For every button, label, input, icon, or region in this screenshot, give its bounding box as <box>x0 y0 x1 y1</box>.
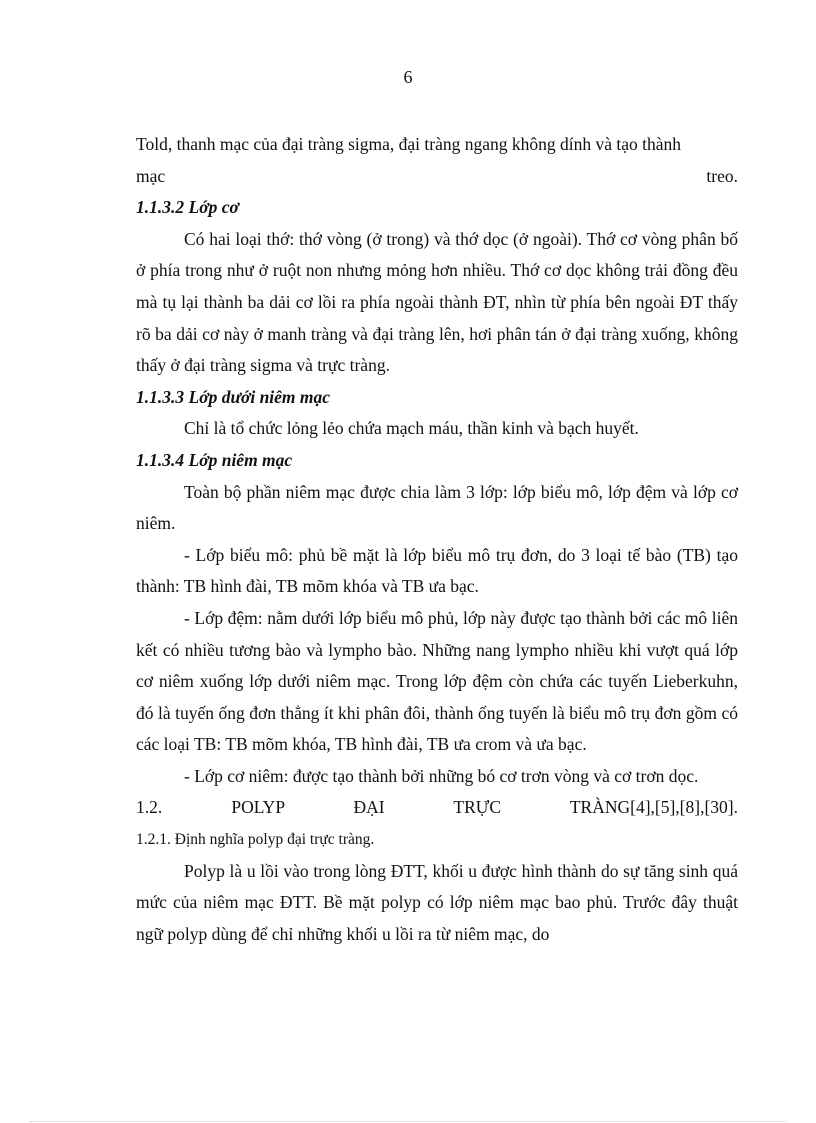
paragraph-continuation-end: mạc treo. <box>136 165 738 186</box>
paragraph-continuation: Told, thanh mạc của đại tràng sigma, đại tràng ngang không dính và tạo thành <box>136 134 682 154</box>
section-heading-1-1-3-2: 1.1.3.2 Lớp cơ <box>136 197 239 218</box>
document-body <box>136 129 738 950</box>
section-heading-1-2-1: 1.2.1. Định nghĩa polyp đại trực tràng. <box>136 831 375 849</box>
paragraph-lop-dem: - Lớp đệm: nằm dưới lớp biểu mô phủ, lớp này được tạo thành bởi các mô liên kết có nhiều tương bào và lympho bào. Những nang lympho nhiều khi vượt quá lớp cơ niêm xuống lớp dưới niêm mạc. Trong lớp đệm còn chứa các tuyến Lieberkuhn, đó là tuyến ống đơn thẳng ít khi phân đôi, thành ống tuyến là biểu mô trụ đơn gồm có các loại TB: TB mõm khóa, TB hình đài, TB ưa crom và ưa bạc. <box>136 607 738 755</box>
paragraph-co-niem: - Lớp cơ niêm: được tạo thành bởi những bó cơ trơn vòng và cơ trơn dọc. <box>184 765 699 786</box>
paragraph-niem-mac: Toàn bộ phần niêm mạc được chia làm 3 lớp: lớp biểu mô, lớp đệm và lớp cơ niêm. <box>136 481 738 534</box>
section-heading-1-2: 1.2. POLYP ĐẠI TRỰC TRÀNG[4],[5],[8],[30]. <box>136 797 738 818</box>
paragraph-polyp: Polyp là u lồi vào trong lòng ĐTT, khối u được hình thành do sự tăng sinh quá mức của niêm mạc ĐTT. Bề mặt polyp có lớp niêm mạc bao phủ. Trước đây thuật ngữ polyp dùng để chỉ những khối u lồi ra từ niêm mạc, do <box>136 860 738 944</box>
footer-divider <box>30 1121 786 1122</box>
paragraph-duoi-niem-mac: Chỉ là tổ chức lỏng lẻo chứa mạch máu, thần kinh và bạch huyết. <box>184 418 639 439</box>
section-heading-1-1-3-4: 1.1.3.4 Lớp niêm mạc <box>136 449 293 470</box>
paragraph-bieu-mo: - Lớp biểu mô: phủ bề mặt là lớp biểu mô trụ đơn, do 3 loại tế bào (TB) tạo thành: TB hình đài, TB mõm khóa và TB ưa bạc. <box>136 544 738 597</box>
paragraph-lop-co: Có hai loại thớ: thớ vòng (ở trong) và thớ dọc (ở ngoài). Thớ cơ vòng phân bố ở phía trong như ở ruột non nhưng mỏng hơn nhiều. Thớ cơ dọc không trải đồng đều mà tụ lại thành ba dải cơ lồi ra phía ngoài thành ĐT, nhìn từ phía bên ngoài ĐT thấy rõ ba dải cơ này ở manh tràng và đại tràng lên, hơi phân tán ở đại tràng xuống, không thấy ở đại tràng sigma và trực tràng. <box>136 228 738 376</box>
page-number: 6 <box>403 67 413 87</box>
section-heading-1-1-3-3: 1.1.3.3 Lớp dưới niêm mạc <box>136 386 331 407</box>
